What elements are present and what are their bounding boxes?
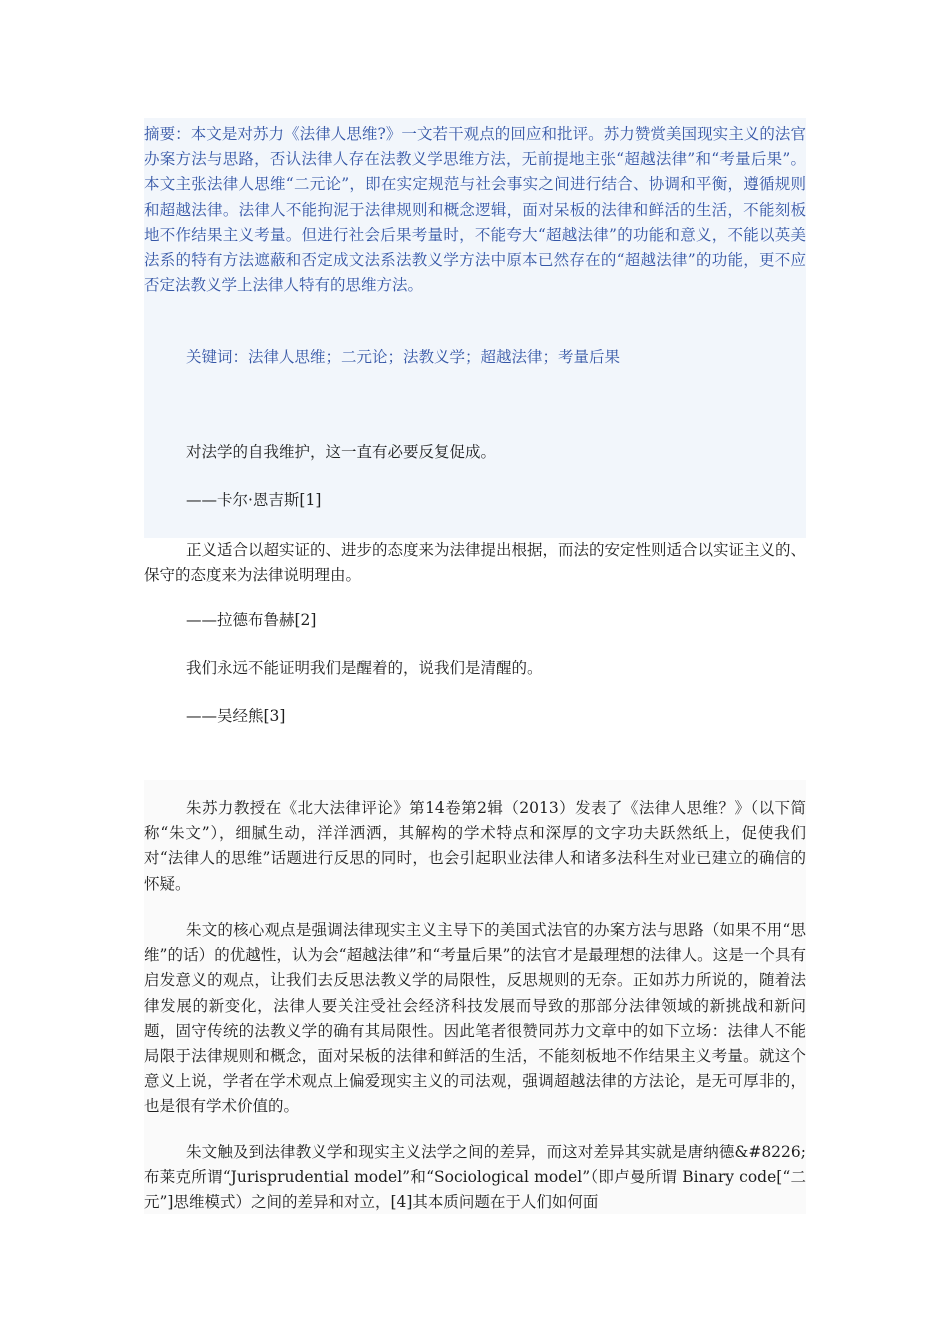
body-paragraph-2: 朱文的核心观点是强调法律现实主义主导下的美国式法官的办案方法与思路（如果不用“思维”的话）的优越性，认为会“超越法律”和“考量后果”的法官才是最理想的法律人。这是一个具有启发意义的观点，让我们去反思法教义学的局限性，反思规则的无奈。正如苏力所说的，随着法律发展的新变化，法律人要关注受社会经济科技发展而导致的那部分法律领域的新挑战和新问题，固守传统的法教义学的确有其局限性。因此笔者很赞同苏力文章中的如下立场：法律人不能局限于法律规则和概念，面对呆板的法律和鲜活的生活，不能刻板地不作结果主义考量。就这个意义上说，学者在学术观点上偏爱现实主义的司法观，强调超越法律的方法论，是无可厚非的，也是很有学术价值的。 [144, 921, 806, 1116]
epigraph-attribution-2: ——拉德布鲁赫[2] [186, 611, 317, 629]
epigraph-quote-1: 对法学的自我维护，这一直有必要反复促成。 [186, 443, 497, 461]
epigraph-quote-2: 正义适合以超实证的、进步的态度来为法律提出根据，而法的安定性则适合以实证主义的、保守的态度来为法律说明理由。 [144, 541, 807, 585]
abstract-paragraph: 摘要：本文是对苏力《法律人思维?》一文若干观点的回应和批评。苏力赞赏美国现实主义的法官办案方法与思路，否认法律人存在法教义学思维方法，无前提地主张“超越法律”和“考量后果”。本文主张法律人思维“二元论”，即在实定规范与社会事实之间进行结合、协调和平衡，遵循规则和超越法律。法律人不能拘泥于法律规则和概念逻辑，面对呆板的法律和鲜活的生活，不能刻板地不作结果主义考量。但进行社会后果考量时，不能夸大“超越法律”的功能和意义，不能以英美法系的特有方法遮蔽和否定成文法系法教义学方法中原本已然存在的“超越法律”的功能，更不应否定法教义学上法律人特有的思维方法。 [144, 125, 806, 295]
epigraph-quote-3: 我们永远不能证明我们是醒着的，说我们是清醒的。 [186, 659, 543, 677]
body-paragraph-1: 朱苏力教授在《北大法律评论》第14卷第2辑（2013）发表了《法律人思维？》（以下简称“朱文”），细腻生动，洋洋洒洒，其解构的学术特点和深厚的文字功夫跃然纸上，促使我们对“法律人的思维”话题进行反思的同时，也会引起职业法律人和诸多法科生对业已建立的确信的怀疑。 [144, 799, 806, 893]
keywords-line: 关键词：法律人思维；二元论；法教义学；超越法律；考量后果 [186, 348, 621, 366]
epigraph-attribution-3: ——吴经熊[3] [186, 707, 286, 725]
epigraph-attribution-1: ——卡尔·恩吉斯[1] [186, 491, 322, 509]
body-paragraph-3: 朱文触及到法律教义学和现实主义法学之间的差异，而这对差异其实就是唐纳德&#8226;布莱克所谓“Jurisprudential model”和“Sociological model”（即卢曼所谓 Binary code[“二元”]思维模式）之间的差异和对立，[4]其本质问题在于人们如何面 [144, 1143, 806, 1212]
